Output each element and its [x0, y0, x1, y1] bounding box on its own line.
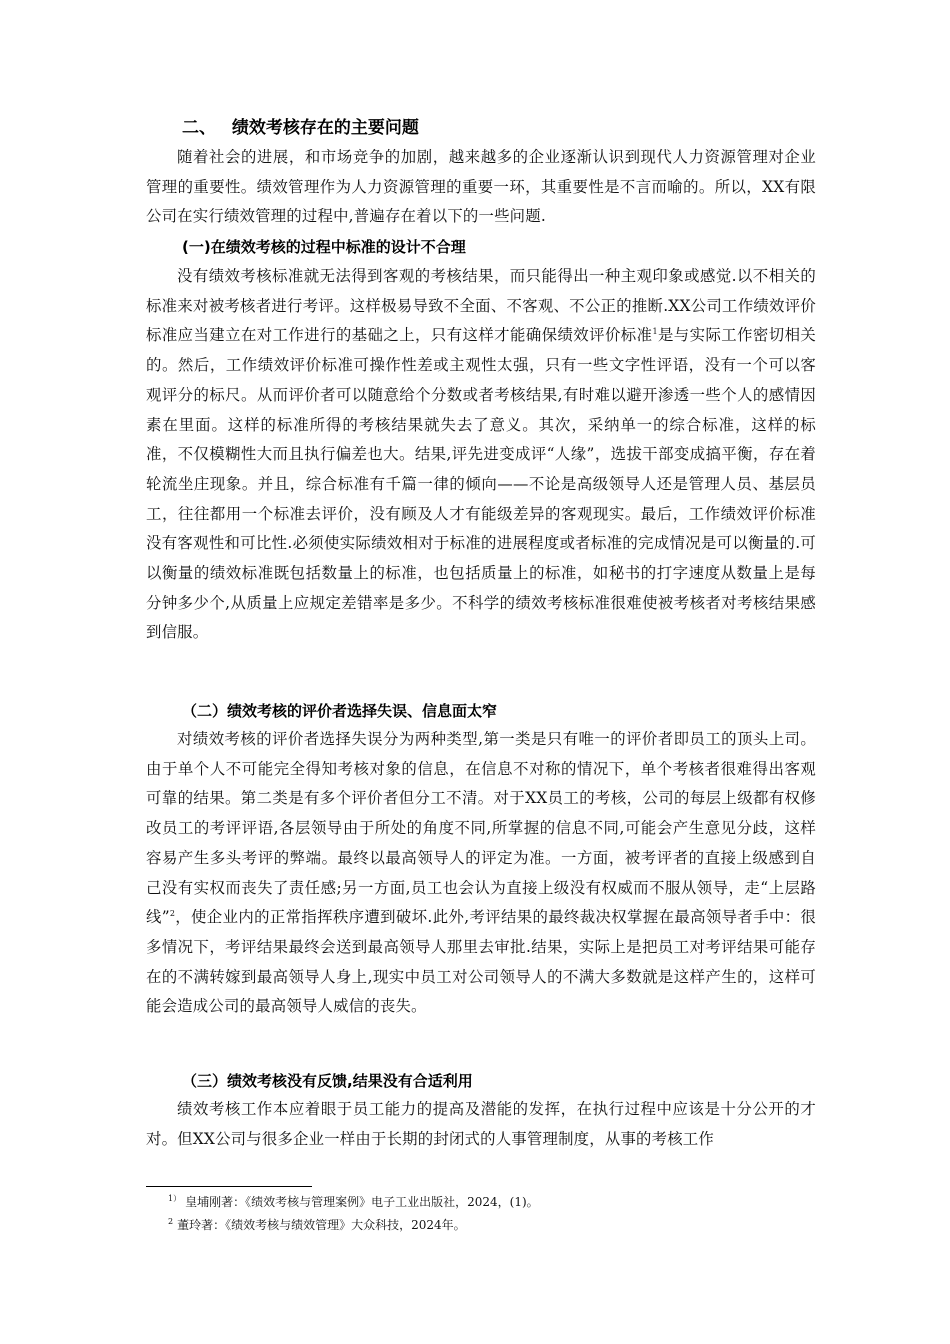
footnote-ref-2: 2 — [169, 909, 176, 919]
subsection-1-title: (一)在绩效考核的过程中标准的设计不合理 — [182, 238, 466, 256]
section-title: 绩效考核存在的主要问题 — [231, 118, 419, 138]
footnote-2-mark: 2 — [168, 1217, 174, 1226]
footnote-1-text: 皇埔刚著：《绩效考核与管理案例》电子工业出版社，2024，(1)。 — [185, 1195, 539, 1209]
footnote-divider — [146, 1186, 312, 1187]
footnote-ref-1: 1 — [652, 327, 658, 337]
footnote-1 — [168, 1190, 539, 1211]
section-heading — [182, 116, 419, 140]
subsection-2-text-b: ，使企业内的正常指挥秩序遭到破坏.此外,考评结果的最终裁决权掌握在最高领导者手中：很多情况下，考评结果最终会送到最高领导人那里去审批.结果，实际上是把员工对考评结果可能存在的不满转嫁到最高领导人身上,现实中员工对公司领导人的不满大多数就是这样产生的，这样可能会造成公司的最高领导人威信的丧失。 — [146, 908, 816, 1016]
subsection-1-paragraph — [146, 262, 816, 648]
subsection-1-text-b: 是与实际工作密切相关的。然后，工作绩效评价标准可操作性差或主观性太强，只有一些文字性评语，没有一个可以客观评分的标尺。从而评价者可以随意给个分数或者考核结果,有时难以避开渗透一些个人的感情因素在里面。这样的标准所得的考核结果就失去了意义。其次，采纳单一的综合标准，这样的标准，不仅模糊性大而且执行偏差也大。结果,评先进变成评“人缘”，选拔干部变成搞平衡，存在着轮流坐庄现象。并且，综合标准有千篇一律的倾向——不论是高级领导人还是管理人员、基层员工，往往都用一个标准去评价，没有顾及人才有能级差异的客观现实。最后，工作绩效评价标准没有客观性和可比性.必须使实际绩效相对于标准的进展程度或者标准的完成情况是可以衡量的.可以衡量的绩效标准既包括数量上的标准，也包括质量上的标准，如秘书的打字速度从数量上是每分钟多少个,从质量上应规定差错率是多少。不科学的绩效考核标准很难使被考核者对考核结果感到信服。 — [146, 326, 816, 642]
footnote-1-mark: 1） — [168, 1194, 182, 1203]
footnote-2-text: 董玲著：《绩效考核与绩效管理》大众科技，2024年。 — [177, 1218, 466, 1232]
subsection-2-text-a: 对绩效考核的评价者选择失误分为两种类型,第一类是只有唯一的评价者即员工的顶头上司。由于单个人不可能完全得知考核对象的信息，在信息不对称的情况下，单个考核者很难得出客观可靠的结果。第二类是有多个评价者但分工不清。对于XX员工的考核，公司的每层上级都有权修改员工的考评评语,各层领导由于所处的角度不同,所掌握的信息不同,可能会产生意见分歧，这样容易产生多头考评的弊端。最终以最高领导人的评定为准。一方面，被考评者的直接上级感到自己没有实权而丧失了责任感;另一方面,员工也会认为直接上级没有权威而不服从领导，走“上层路线” — [146, 730, 816, 927]
intro-paragraph: 随着社会的进展，和市场竞争的加剧，越来越多的企业逐渐认识到现代人力资源管理对企业管理的重要性。绩效管理作为人力资源管理的重要一环，其重要性是不言而喻的。所以，XX有限公司在实行绩效管理的过程中,普遍存在着以下的一些问题. — [146, 148, 816, 226]
section-number: 二、 — [182, 118, 216, 138]
subsection-3-paragraph: 绩效考核工作本应着眼于员工能力的提高及潜能的发挥，在执行过程中应该是十分公开的才对。但XX公司与很多企业一样由于长期的封闭式的人事管理制度，从事的考核工作 — [146, 1100, 816, 1148]
subsection-1-text-a: 没有绩效考核标准就无法得到客观的考核结果，而只能得出一种主观印象或感觉.以不相关的标准来对被考核者进行考评。这样极易导致不全面、不客观、不公正的推断.XX公司工作绩效评价标准应当建立在对工作进行的基础之上，只有这样才能确保绩效评价标准 — [146, 267, 816, 345]
subsection-2-paragraph — [146, 725, 816, 1022]
subsection-2-title: （二）绩效考核的评价者选择失误、信息面太窄 — [182, 702, 498, 720]
subsection-3-title: （三）绩效考核没有反馈,结果没有合适利用 — [182, 1072, 473, 1090]
footnote-2 — [168, 1213, 466, 1234]
